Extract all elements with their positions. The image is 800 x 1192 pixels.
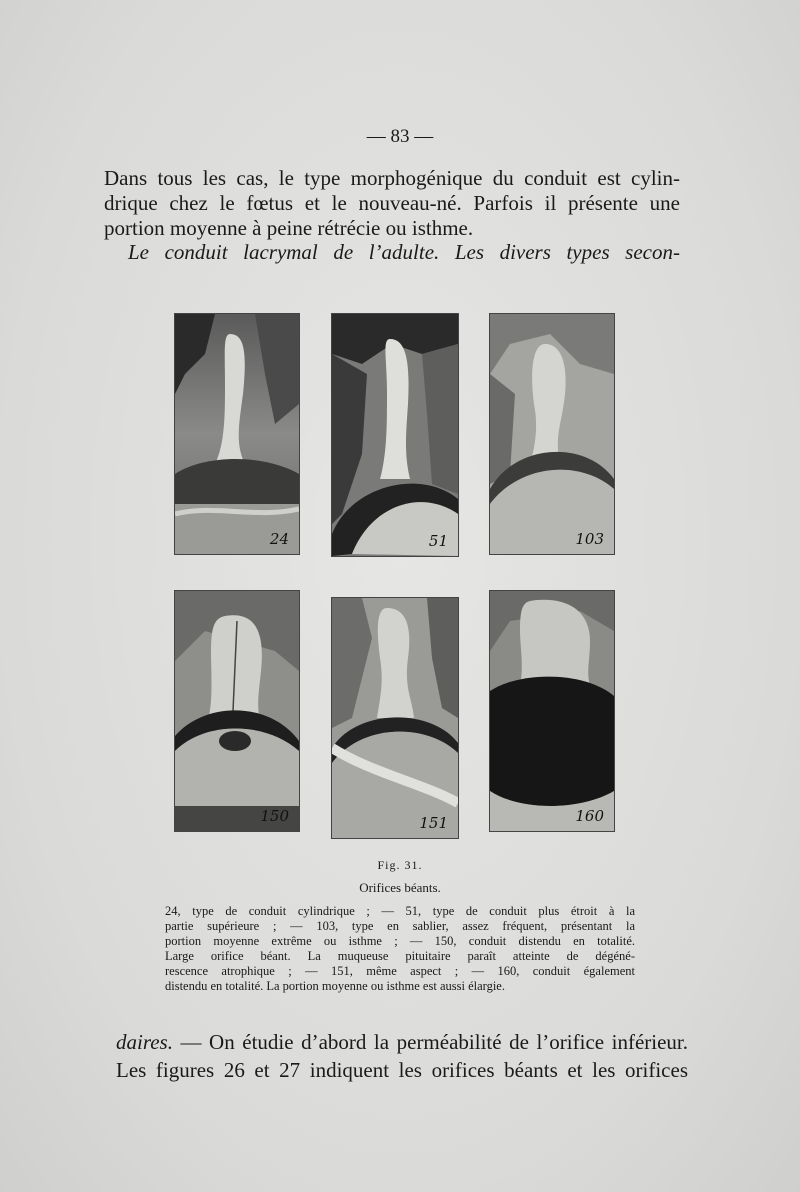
photo-number: 51 bbox=[428, 532, 448, 550]
photo-number: 103 bbox=[575, 530, 604, 548]
figure-subtitle: Orifices béants. bbox=[359, 880, 441, 895]
photo-image bbox=[175, 314, 299, 554]
caption-line: rescence atrophique ; — 151, même aspect ; — 160, conduit également bbox=[165, 964, 635, 978]
text-line: portion moyenne à peine rétrécie ou isthme. bbox=[104, 216, 474, 240]
photo-specimen-160 bbox=[489, 590, 615, 832]
photo-number: 150 bbox=[260, 807, 289, 825]
text-line: Dans tous les cas, le type morphogénique du conduit est cylin- bbox=[104, 166, 680, 190]
photo-image bbox=[490, 591, 614, 831]
photo-specimen-51 bbox=[331, 313, 459, 557]
italic-word: daires. bbox=[116, 1030, 173, 1054]
text-line bbox=[116, 1028, 688, 1056]
photo-number: 151 bbox=[419, 814, 448, 832]
paragraph-bottom bbox=[116, 1028, 688, 1084]
paragraph-top bbox=[104, 166, 680, 241]
photo-image bbox=[175, 591, 299, 831]
photo-number: 160 bbox=[575, 807, 604, 825]
photo-image bbox=[332, 598, 458, 838]
text-line: drique chez le fœtus et le nouveau-né. Parfois il présente une bbox=[104, 191, 680, 215]
photo-specimen-150 bbox=[174, 590, 300, 832]
photo-specimen-103 bbox=[489, 313, 615, 555]
photo-image bbox=[332, 314, 458, 556]
photo-specimen-151 bbox=[331, 597, 459, 839]
caption-line: distendu en totalité. La portion moyenne ou isthme est aussi élargie. bbox=[165, 979, 505, 993]
page-number: — 83 — bbox=[366, 126, 434, 147]
caption-line: Large orifice béant. La muqueuse pituitaire paraît atteinte de dégéné- bbox=[165, 949, 635, 963]
figure-caption bbox=[165, 904, 635, 994]
photo-number: 24 bbox=[269, 530, 289, 548]
caption-line: portion moyenne extrême ou isthme ; — 150, conduit distendu en totalité. bbox=[165, 934, 635, 948]
text-line: Les figures 26 et 27 indiquent les orifices béants et les orifices bbox=[116, 1058, 688, 1082]
caption-line: 24, type de conduit cylindrique ; — 51, type de conduit plus étroit à la bbox=[165, 904, 635, 918]
photo-image bbox=[490, 314, 614, 554]
text-line-rest: — On étudie d’abord la perméabilité de l’orifice inférieur. bbox=[172, 1030, 688, 1054]
section-heading-italic: Le conduit lacrymal de l’adulte. Les divers types secon- bbox=[128, 240, 680, 264]
caption-line: partie supérieure ; — 103, type en sablier, assez fréquent, présentant la bbox=[165, 919, 635, 933]
photo-specimen-24 bbox=[174, 313, 300, 555]
figure-label: Fig. 31. bbox=[377, 858, 423, 872]
